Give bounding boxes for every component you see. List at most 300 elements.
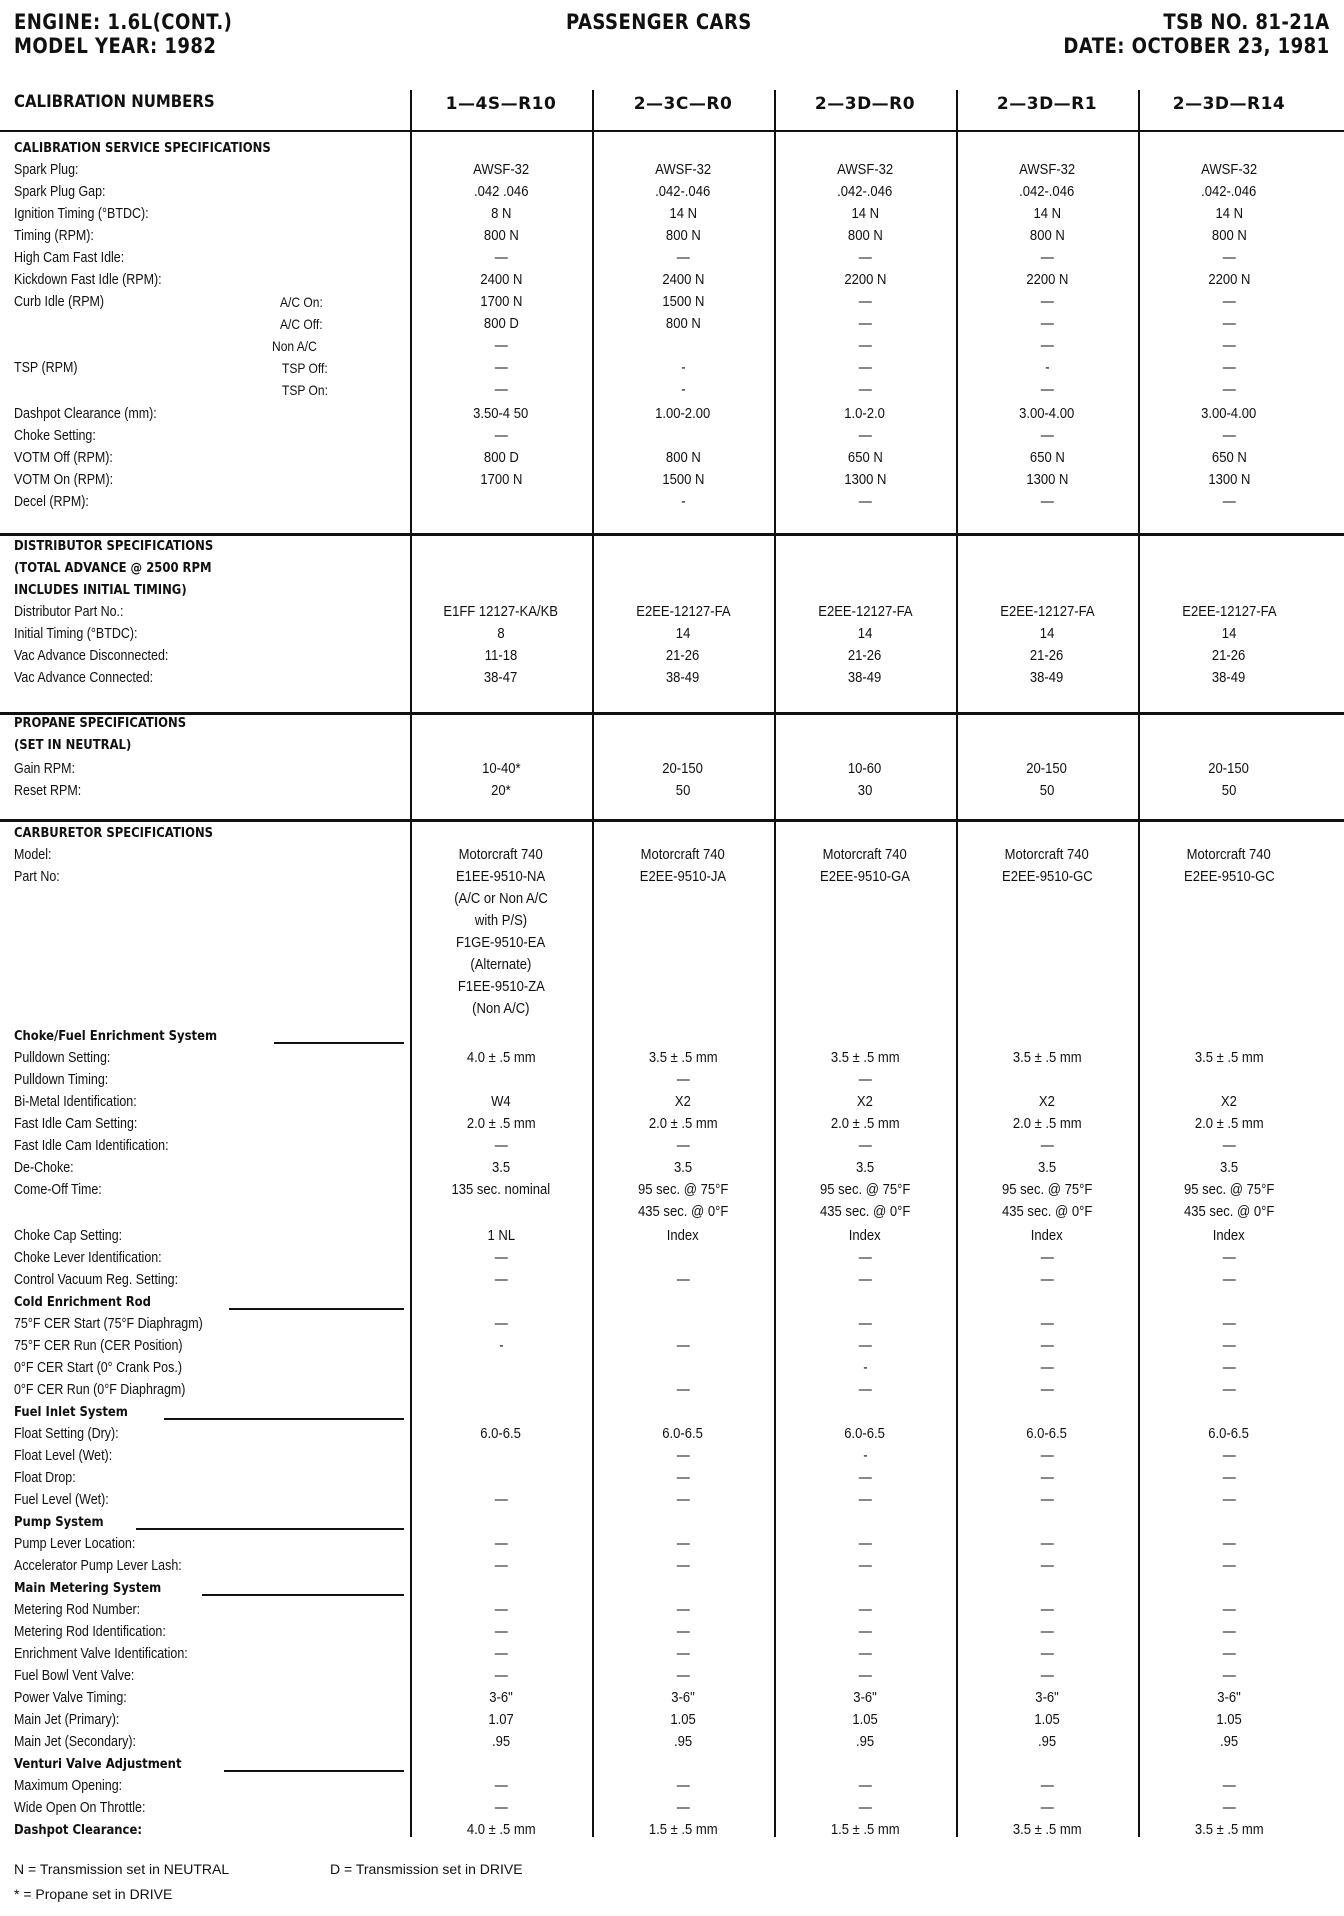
table-cell [410,1248,592,1268]
table-cell [1138,426,1320,446]
table-cell [410,1070,592,1090]
table-cell [410,314,592,334]
row-sublabel: Non A/C [272,338,317,354]
table-cell [774,781,956,801]
cell-value: 1500 N [661,472,705,488]
cell-value: 6.0-6.5 [1026,1426,1068,1442]
cell-value: — [1222,1338,1236,1354]
cell-value: E2EE-12127-FA [1181,604,1277,620]
table-cell [774,1092,956,1112]
subsection-heading: Cold Enrichment Rod [14,1294,151,1310]
table-cell [592,1248,774,1268]
cell-value: — [1040,1492,1054,1508]
cell-value: 3.5 [491,1160,511,1176]
cell-value: — [858,250,872,266]
table-cell [592,1114,774,1134]
table-cell [410,160,592,180]
table-cell [774,1622,956,1642]
cell-value: — [494,1558,508,1574]
table-cell [592,1446,774,1466]
cell-value: AWSF-32 [654,162,712,178]
cell-value: — [1040,1778,1054,1794]
cell-value: 38-49 [848,670,882,686]
table-cell [592,1688,774,1708]
cell-value: - [862,1360,868,1376]
row-label: Fast Idle Cam Identification: [14,1138,169,1154]
table-cell [774,1114,956,1134]
table-cell [774,1270,956,1290]
table-cell [1138,1358,1320,1378]
table-cell [774,404,956,424]
table-cell [774,492,956,512]
cell-value: — [1222,1558,1236,1574]
cell-value: 650 N [847,450,883,466]
cell-value: .95 [1219,1734,1239,1750]
table-cell [410,1158,592,1178]
cell-value: — [858,338,872,354]
subsection-rule [202,1594,404,1596]
cell-value: — [1222,428,1236,444]
table-cell [956,1622,1138,1642]
table-cell [410,668,592,688]
cell-value: 3.5 [1219,1160,1239,1176]
cell-value: 3.5 ± .5 mm [1012,1822,1082,1838]
section-heading: (TOTAL ADVANCE @ 2500 RPM [14,560,212,576]
cell-value: 8 N [490,206,512,222]
section-heading: PROPANE SPECIFICATIONS [14,715,187,731]
table-cell [774,248,956,268]
table-cell [410,248,592,268]
table-cell [1138,404,1320,424]
model-year-label: MODEL YEAR: 1982 [14,34,217,58]
table-cell [1138,1534,1320,1554]
table-cell [592,1270,774,1290]
cell-value: 6.0-6.5 [662,1426,704,1442]
cell-value: 14 [675,626,691,642]
cell-value: — [676,1646,690,1662]
cell-value: — [676,1338,690,1354]
cell-value: — [1040,1316,1054,1332]
table-cell [956,1070,1138,1090]
table-cell [1138,1600,1320,1620]
cell-value: — [494,428,508,444]
row-sublabel: TSP Off: [282,360,328,376]
table-cell [592,270,774,290]
table-cell [410,1424,592,1444]
cell-value: — [494,382,508,398]
cell-value: — [494,1602,508,1618]
cell-value: — [858,360,872,376]
table-cell [774,867,956,887]
cell-value: 2.0 ± .5 mm [648,1116,718,1132]
cell-value: — [676,1272,690,1288]
footnote-neutral: N = Transmission set in NEUTRAL [14,1861,230,1877]
cell-value: 3-6" [671,1690,695,1706]
cell-value: 3.5 [1037,1160,1057,1176]
table-cell [1138,781,1320,801]
cell-value: E1FF 12127-KA/KB [443,604,559,620]
row-label: Choke Cap Setting: [14,1228,123,1244]
table-cell [592,1710,774,1730]
table-cell [956,646,1138,666]
table-cell [1138,1158,1320,1178]
table-cell [410,204,592,224]
table-cell [592,1336,774,1356]
table-cell [410,1336,592,1356]
cell-value: (Non A/C) [472,1001,530,1017]
table-cell [592,1358,774,1378]
row-label: Pump Lever Location: [14,1536,136,1552]
subsection-rule [229,1308,404,1310]
table-cell [410,1732,592,1752]
table-cell [1138,292,1320,312]
row-label: 75°F CER Run (CER Position) [14,1338,183,1354]
row-label: Power Valve Timing: [14,1690,127,1706]
table-cell [774,1446,956,1466]
table-cell [956,1424,1138,1444]
cell-value: 20-150 [1026,761,1068,777]
table-cell [410,845,592,865]
table-cell [956,1358,1138,1378]
cell-value: Motorcraft 740 [640,847,726,863]
table-cell [1138,270,1320,290]
section-heading: Dashpot Clearance: [14,1822,142,1838]
table-cell [592,1424,774,1444]
cell-value: 435 sec. @ 0°F [637,1204,729,1220]
table-cell [592,1666,774,1686]
cell-value: — [1222,1470,1236,1486]
row-label: Choke Setting: [14,428,96,444]
table-cell [774,1314,956,1334]
cell-value: 800 N [665,316,701,332]
cell-value: Motorcraft 740 [822,847,908,863]
table-cell [1138,204,1320,224]
section-rule [0,819,1344,822]
cell-value: 3.5 ± .5 mm [1194,1822,1264,1838]
cell-value: 21-26 [1212,648,1246,664]
cell-value: — [676,1536,690,1552]
header-rule [0,130,1344,132]
cell-value: — [858,1382,872,1398]
cell-value: — [858,1558,872,1574]
cell-value: 1.0-2.0 [844,406,886,422]
cell-value: — [1222,316,1236,332]
cell-value: 10-60 [848,761,882,777]
table-cell [1138,1180,1320,1200]
table-cell [956,1202,1138,1222]
cell-value: — [858,1778,872,1794]
cell-value: — [858,1250,872,1266]
table-cell [592,1600,774,1620]
cell-value: 1300 N [843,472,887,488]
cell-value: 2.0 ± .5 mm [466,1116,536,1132]
cell-value: 800 N [1029,228,1065,244]
table-cell [410,781,592,801]
table-cell [774,314,956,334]
row-label: Dashpot Clearance (mm): [14,406,157,422]
table-cell [592,470,774,490]
cell-value: 8 [497,626,505,642]
table-cell [774,1180,956,1200]
table-cell [410,1600,592,1620]
table-cell [956,845,1138,865]
cell-value: .95 [1037,1734,1057,1750]
table-cell [956,1732,1138,1752]
cell-value: 1.05 [1216,1712,1242,1728]
cell-value: 11-18 [484,648,518,664]
cell-value: 3.5 [855,1160,875,1176]
cell-value: 14 [857,626,873,642]
cell-value: — [1222,1800,1236,1816]
cell-value: — [858,1602,872,1618]
cell-value: — [494,1536,508,1552]
table-cell [956,1336,1138,1356]
cell-value: — [1040,338,1054,354]
table-cell [592,160,774,180]
table-cell [956,248,1138,268]
cell-value: 3.50-4 50 [473,406,529,422]
table-cell [956,781,1138,801]
row-label: Control Vacuum Reg. Setting: [14,1272,179,1288]
table-cell [1138,845,1320,865]
cell-value: — [1040,1250,1054,1266]
table-cell [592,1534,774,1554]
cell-value: 6.0-6.5 [844,1426,886,1442]
table-cell [410,1136,592,1156]
table-cell [1138,1136,1320,1156]
table-cell [1138,314,1320,334]
table-cell [410,1380,592,1400]
table-cell [1138,336,1320,356]
cell-value: 50 [1039,783,1055,799]
table-cell [956,1776,1138,1796]
table-cell [774,1048,956,1068]
cell-value: — [858,1338,872,1354]
cell-value: 1300 N [1207,472,1251,488]
table-cell [956,1710,1138,1730]
row-label: Wide Open On Throttle: [14,1800,146,1816]
table-cell [410,1776,592,1796]
table-cell [956,1468,1138,1488]
table-cell [774,668,956,688]
table-cell [592,1070,774,1090]
table-cell [774,845,956,865]
cell-value: — [494,1668,508,1684]
row-label: Distributor Part No.: [14,604,124,620]
table-cell [1138,248,1320,268]
row-sublabel: A/C On: [280,294,323,310]
table-cell [956,336,1138,356]
table-cell [592,1202,774,1222]
cell-value: 14 N [1033,206,1061,222]
table-cell [956,204,1138,224]
row-label: Reset RPM: [14,783,82,799]
cell-value: W4 [491,1094,511,1110]
table-cell [410,1490,592,1510]
table-cell [956,1314,1138,1334]
table-cell [1138,1490,1320,1510]
table-cell [592,646,774,666]
subsection-rule [224,1770,404,1772]
table-cell [1138,1048,1320,1068]
cell-value: E1EE-9510-NA [456,869,546,885]
cell-value: 38-49 [1030,670,1064,686]
table-cell [774,448,956,468]
cell-value: 3.00-4.00 [1019,406,1075,422]
table-cell [774,1358,956,1378]
table-cell [956,1688,1138,1708]
table-cell [410,1820,592,1840]
table-cell [956,1490,1138,1510]
cell-value: - [498,1338,504,1354]
cell-value: - [862,1448,868,1464]
table-cell [592,1820,774,1840]
row-label: High Cam Fast Idle: [14,250,125,266]
cell-value: X2 [1221,1094,1237,1110]
cell-value: E2EE-12127-FA [817,604,913,620]
table-cell [774,1202,956,1222]
row-label: VOTM Off (RPM): [14,450,113,466]
cell-value: — [1222,360,1236,376]
table-cell [410,759,592,779]
cell-value: — [494,1250,508,1266]
row-label: Metering Rod Number: [14,1602,141,1618]
engine-label: ENGINE: 1.6L(CONT.) [14,10,233,34]
cell-value: 800 N [847,228,883,244]
cell-value: — [494,338,508,354]
cell-value: — [1222,1668,1236,1684]
subsection-rule [274,1042,404,1044]
table-cell [410,646,592,666]
cell-value: with P/S) [474,913,528,929]
cell-value: 3-6" [1035,1690,1059,1706]
table-cell [592,1644,774,1664]
column-header: 2—3D—R0 [814,94,916,114]
cell-value: — [1222,1492,1236,1508]
cell-value: — [1040,1800,1054,1816]
cell-value: — [676,1470,690,1486]
cell-value: — [1222,1316,1236,1332]
table-cell [410,999,592,1019]
cell-value: 1300 N [1025,472,1069,488]
cell-value: — [1040,1536,1054,1552]
table-cell [410,1688,592,1708]
table-cell [1138,1380,1320,1400]
table-cell [774,1468,956,1488]
cell-value: 3.00-4.00 [1201,406,1257,422]
row-label: Part No: [14,869,60,885]
cell-value: 21-26 [666,648,700,664]
cell-value: X2 [857,1094,873,1110]
cell-value: Index [1031,1228,1063,1244]
table-cell [410,292,592,312]
cell-value: .042-.046 [655,184,711,200]
cell-value: .042 .046 [473,184,529,200]
cell-value: Index [667,1228,699,1244]
table-cell [1138,380,1320,400]
cell-value: 21-26 [848,648,882,664]
table-cell [592,867,774,887]
table-cell [956,624,1138,644]
cell-value: - [680,494,686,510]
table-cell [956,1092,1138,1112]
cell-value: 4.0 ± .5 mm [466,1822,536,1838]
cell-value: 50 [1221,783,1237,799]
table-cell [1138,1114,1320,1134]
cell-value: — [858,1800,872,1816]
cell-value: — [858,1272,872,1288]
table-cell [592,226,774,246]
table-cell [1138,1710,1320,1730]
table-cell [410,602,592,622]
row-label: 0°F CER Run (0°F Diaphragm) [14,1382,186,1398]
table-cell [956,1798,1138,1818]
column-header: 2—3D—R1 [996,94,1098,114]
table-cell [774,336,956,356]
table-cell [956,426,1138,446]
cell-value: — [494,1272,508,1288]
table-cell [956,358,1138,378]
cell-value: 2200 N [1025,272,1069,288]
table-cell [592,1226,774,1246]
table-cell [592,781,774,801]
table-cell [956,404,1138,424]
table-cell [592,1468,774,1488]
cell-value: Index [1213,1228,1245,1244]
cell-value: .042-.046 [1019,184,1075,200]
table-cell [410,1798,592,1818]
cell-value: 1.07 [488,1712,514,1728]
table-cell [410,1710,592,1730]
table-cell [592,1798,774,1818]
table-cell [592,1776,774,1796]
table-cell [410,1180,592,1200]
cell-value: Motorcraft 740 [1004,847,1090,863]
cell-value: — [1222,1138,1236,1154]
cell-value: 135 sec. nominal [451,1182,551,1198]
table-cell [592,1490,774,1510]
table-cell [774,204,956,224]
table-cell [774,226,956,246]
table-cell [774,380,956,400]
cell-value: — [1040,1382,1054,1398]
table-cell [956,1666,1138,1686]
table-cell [410,426,592,446]
cell-value: .95 [855,1734,875,1750]
table-cell [1138,646,1320,666]
cell-value: 50 [675,783,691,799]
cell-value: — [1222,338,1236,354]
cell-value: 435 sec. @ 0°F [1001,1204,1093,1220]
table-cell [410,358,592,378]
table-cell [410,226,592,246]
cell-value: — [1222,1624,1236,1640]
cell-value: — [494,1646,508,1662]
table-cell [774,426,956,446]
cell-value: — [1222,250,1236,266]
table-cell [410,1534,592,1554]
cell-value: 3.5 ± .5 mm [1012,1050,1082,1066]
table-cell [592,1556,774,1576]
cell-value: — [1040,1668,1054,1684]
row-label: Pulldown Setting: [14,1050,111,1066]
table-cell [1138,624,1320,644]
subsection-heading: Pump System [14,1514,104,1530]
table-cell [410,1314,592,1334]
table-cell [592,492,774,512]
table-cell [410,470,592,490]
table-cell [592,426,774,446]
